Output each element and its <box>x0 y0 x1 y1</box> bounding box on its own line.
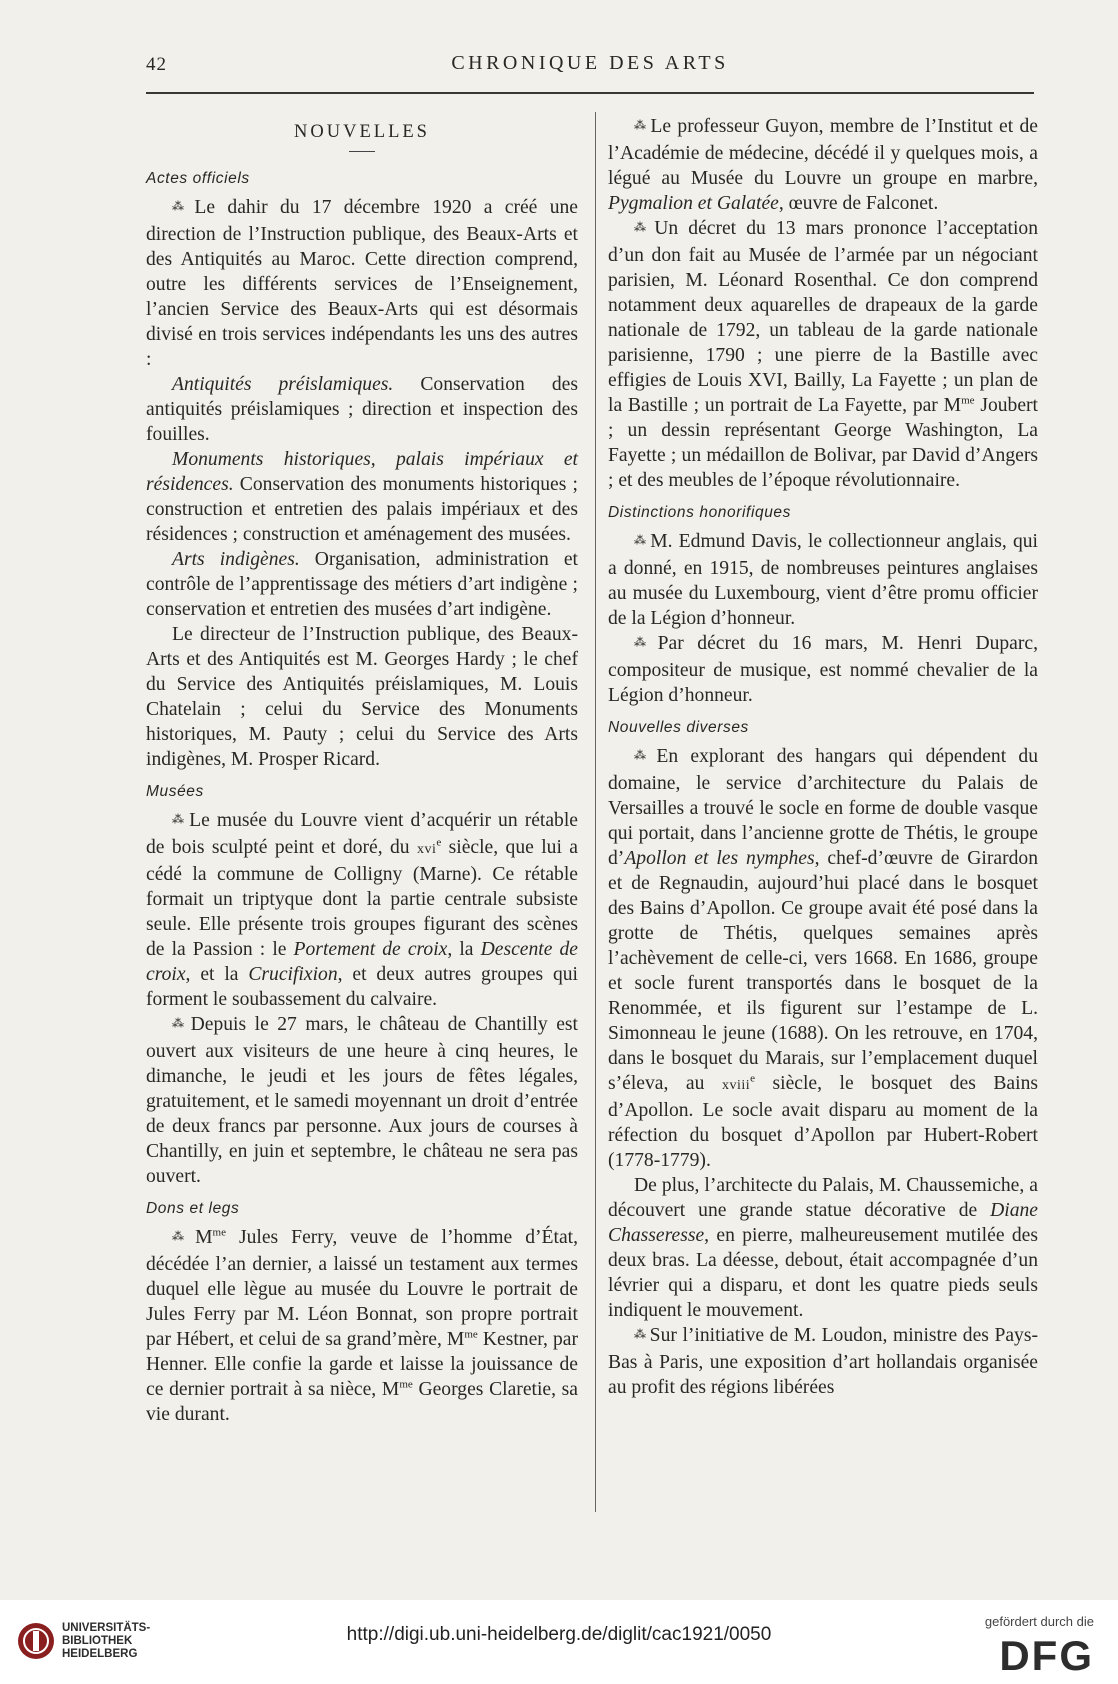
paragraph-antiquites: Antiquités préislamiques. Conservation des antiquités préislamiques ; direction et inspection des fouilles. <box>146 374 578 445</box>
column-divider <box>595 112 596 1512</box>
subhead-distinctions: Distinctions honorifiques <box>608 504 792 521</box>
viewer-footer <box>0 1600 1118 1684</box>
paragraph-arts-indigenes: Arts indigènes. Organisation, administration et contrôle de l’apprentissage des métiers d’art indigène ; conservation et entretien des musées d’art indigène. <box>146 549 578 620</box>
right-column <box>608 114 1038 1400</box>
paragraph-versailles: ⁂ En explorant des hangars qui dépendent du domaine, le service d’architecture du Palais de Versailles a trouvé le socle en forme de double vasque qui portait, dans l’ancienne grotte de Thétis, le groupe d’Apollon et les nymphes, chef-d’œuvre de Girardon et de Regnaudin, aujourd’hui placé dans le bosquet des Bains d’Apollon. Ce groupe avait été posé dans la grotte de Thétis, quelques semaines après l’achèvement de celle-ci, vers 1668. En 1686, groupe et socle furent transportés dans le bosquet de la Renommée, et ils figurent sur l’estampe de L. Simonneau le jeune (1688). On les retrouve, en 1704, dans le bosquet du Marais, sur l’emplacement duquel s’éleva, au xviii$^e$ siècle, le bosquet des Bains d’Apollon. Le socle avait disparu au moment de la réfection du bosquet d’Apollon par Hubert-Robert (1778-1779). <box>608 746 1039 1171</box>
asterism-icon: ⁂ <box>634 1327 647 1341</box>
paragraph-directeur: Le directeur de l’Instruction publique, des Beaux-Arts et des Antiquités est M. Georges Hardy ; le chef du Service des Antiquités préislamiques, M. Louis Chatelain ; celui du Service des Monuments historiques, M. Pauty ; celui du Service des Arts indigènes, M. Prosper Ricard. <box>146 624 578 770</box>
paragraph-chaussemiche: De plus, l’architecte du Palais, M. Chaussemiche, a découvert une grande statue décorative de Diane Chasseresse, en pierre, malheureusement mutilée des deux bras. La déesse, debout, était accompagnée d’un lévrier qui a disparu, et dont les quatre pieds seuls indiquent le mouvement. <box>608 1175 1038 1321</box>
paragraph-loudon: ⁂ Sur l’initiative de M. Loudon, ministre des Pays-Bas à Paris, une exposition d’art hollandais organisée au profit des régions libérées <box>608 1325 1039 1398</box>
paragraph-davis: ⁂ M. Edmund Davis, le collectionneur anglais, qui a donné, en 1915, de nombreuses peintures anglaises au musée du Luxembourg, vient d’être promu officier de la Légion d’honneur. <box>608 531 1038 629</box>
dfg-logo[interactable]: DFG <box>999 1632 1094 1679</box>
paragraph-louvre-retable: ⁂ Le musée du Louvre vient d’acquérir un rétable de bois sculpté peint et doré, du xvi$^e$ siècle, que lui a cédé la commune de Colligny (Marne). Ce rétable formait un triptyque dont la partie centrale subsiste seule. Elle présente trois groupes figurant des scènes de la Passion : le Portement de croix, la Descente de croix, et la Crucifixion, et deux autres groupes qui forment le soubassement du calvaire. <box>146 810 578 1010</box>
asterism-icon: ⁂ <box>634 220 652 234</box>
sponsor-text: gefördert durch die <box>984 1614 1094 1629</box>
paragraph-decret-rosenthal: ⁂ Un décret du 13 mars prononce l’acceptation d’un don fait au Musée de l’armée par un négociant parisien, M. Léonard Rosenthal. Ce don comprend notamment deux aquarelles de drapeaux de la garde nationale de 1792, un tableau de la garde nationale parisienne, 1790 ; une pierre de la Bastille avec effigies de Louis XVI, Bailly, La Fayette ; un plan de la Bastille ; un portrait de La Fayette, par $M^{me}$ Joubert ; un dessin représentant George Washington, La Fayette ; un médaillon de Bolivar, par David d’Angers ; et des meubles de l’époque révolutionnaire. <box>608 218 1039 491</box>
paragraph-ferry: ⁂ $M^{me}$ Jules Ferry, veuve de l’homme d’État, décédée l’an dernier, a laissé un testament aux termes duquel elle lègue au musée du Louvre le portrait de Jules Ferry par M. Léon Bonnat, son propre portrait par Hébert, et celui de sa grand’mère, $M^{me}$ Kestner, par Henner. Elle confie la garde et laisse la jouissance de ce dernier portrait à sa nièce, $M^{me}$ Georges Claretie, sa vie durant. <box>146 1226 579 1425</box>
asterism-icon: ⁂ <box>634 533 648 547</box>
title-dash <box>349 151 375 152</box>
left-column <box>146 114 578 1427</box>
paragraph-chantilly: ⁂ Depuis le 27 mars, le château de Chantilly est ouvert aux visiteurs de une heure à cinq heures, le dimanche, le jeudi et les jours de fêtes légales, gratuitement, et le samedi moyennant un droit d’entrée de deux francs par personne. Aux jours de courses à Chantilly, en juin et septembre, le château ne sera pas ouvert. <box>146 1014 579 1187</box>
subhead-nouvelles-diverses: Nouvelles diverses <box>608 719 749 736</box>
subhead-dons-et-legs: Dons et legs <box>146 1200 240 1217</box>
asterism-icon: ⁂ <box>172 812 187 826</box>
paragraph-duparc: ⁂ Par décret du 16 mars, M. Henri Duparc, compositeur de musique, est nommé chevalier de la Légion d’honneur. <box>608 633 1038 706</box>
paragraph-guyon: ⁂ Le professeur Guyon, membre de l’Institut et de l’Académie de médecine, décédé il y quelques mois, a légué au Musée du Louvre un groupe en marbre, Pygmalion et Galatée, œuvre de Falconet. <box>608 116 1038 214</box>
asterism-icon: ⁂ <box>172 199 192 213</box>
header-rule <box>146 92 1034 94</box>
asterism-icon: ⁂ <box>634 748 654 762</box>
asterism-icon: ⁂ <box>634 118 648 132</box>
paragraph-monuments: Monuments historiques, palais impériaux et résidences. Conservation des monuments historiques ; construction et entretien des palais impériaux et des résidences ; construction et aménagement des musées. <box>146 449 578 545</box>
asterism-icon: ⁂ <box>172 1016 188 1030</box>
subhead-musees: Musées <box>146 783 204 800</box>
paragraph-dahir: ⁂ Le dahir du 17 décembre 1920 a créé une direction de l’Instruction publique, des Beaux-Arts et des Antiquités au Maroc. Cette direction comprend, outre les différents services de l’Enseignement, l’ancien Service des Beaux-Arts qui est désormais divisé en trois services indépendants les uns des autres : <box>146 197 578 370</box>
university-library-name: UNIVERSITÄTS- BIBLIOTHEK HEIDELBERG <box>62 1622 151 1660</box>
subhead-actes-officiels: Actes officiels <box>146 170 250 187</box>
asterism-icon: ⁂ <box>172 1229 193 1243</box>
page-number: 42 <box>146 54 167 75</box>
asterism-icon: ⁂ <box>634 635 655 649</box>
journal-title: CHRONIQUE DES ARTS <box>451 52 729 74</box>
section-title: NOUVELLES <box>294 122 430 142</box>
permalink-url[interactable]: http://digi.ub.uni-heidelberg.de/diglit/cac1921/0050 <box>346 1624 772 1645</box>
running-head <box>146 52 1034 82</box>
